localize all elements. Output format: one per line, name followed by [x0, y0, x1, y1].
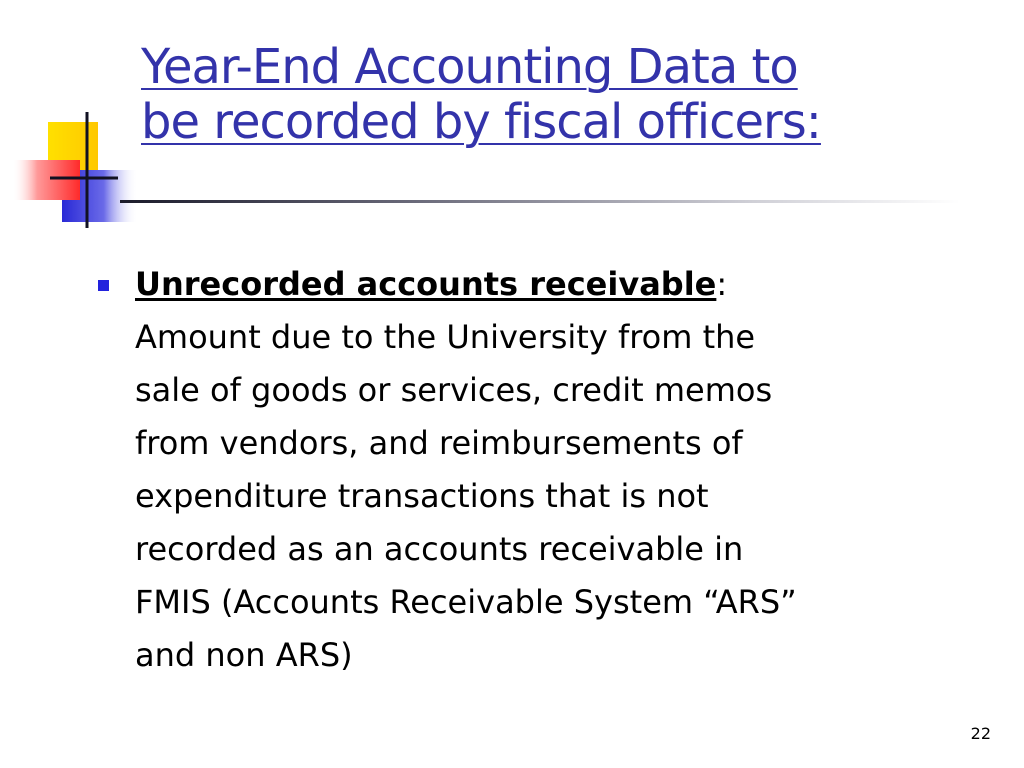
bullet-first-line: [135, 258, 958, 311]
red-square: [14, 160, 80, 200]
bullet-line-6: FMIS (Accounts Receivable System “ARS”: [135, 583, 797, 621]
slide-title-line-2: be recorded by fiscal officers:: [141, 94, 821, 150]
slide-title-line-1: Year-End Accounting Data to: [141, 39, 798, 95]
bullet-separator: :: [716, 265, 728, 303]
bullet-term: Unrecorded accounts receivable: [135, 265, 717, 303]
bullet-line-2: sale of goods or services, credit memos: [135, 371, 773, 409]
title-divider: [120, 200, 960, 203]
page-number: 22: [970, 724, 991, 743]
bullet-line-7: and non ARS): [135, 636, 353, 674]
bullet-line-3: from vendors, and reimbursements of: [135, 424, 743, 462]
colored-squares-logo-icon: [0, 0, 140, 240]
square-bullet-icon: [98, 280, 109, 291]
slide-title: [141, 40, 1001, 150]
bullet-item-unrecorded-accounts-receivable: [98, 258, 958, 682]
bullet-line-1: Amount due to the University from the: [135, 318, 756, 356]
bullet-list: [98, 258, 958, 682]
bullet-line-4: expenditure transactions that is not: [135, 477, 709, 515]
bullet-text: [135, 258, 958, 682]
bullet-line-5: recorded as an accounts receivable in: [135, 530, 744, 568]
